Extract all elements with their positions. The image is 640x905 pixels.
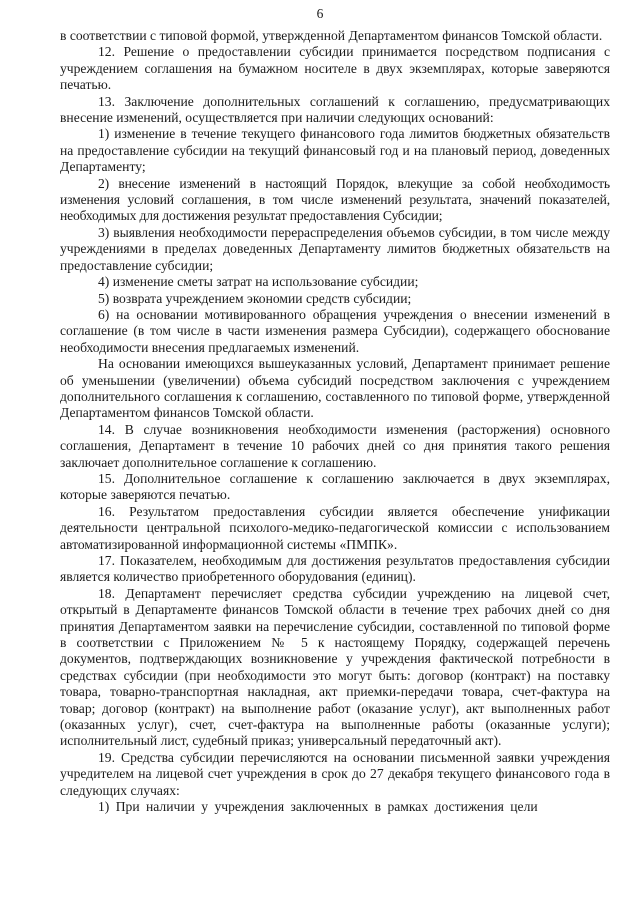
list-item-13-6: 6) на основании мотивированного обращения учреждения о внесении изменений в соглашение (в том числе в части изменения размера Субсидии), содержащего обоснование необходимости внесения предлагаемых изменений. (60, 306, 610, 355)
list-item-19-1: 1) При наличии у учреждения заключенных в рамках достижения цели (98, 799, 538, 815)
paragraph-decision: На основании имеющихся вышеуказанных условий, Департамент принимает решение об уменьшении (увеличении) объема субсидий посредством заключения с учреждением дополнительного соглашения к соглашению, составленного по типовой форме, утвержденной Департаментом финансов Томской области. (60, 356, 610, 421)
paragraph-continuation: в соответствии с типовой формой, утвержденной Департаментом финансов Томской области. (60, 28, 603, 43)
list-item-13-2: 2) внесение изменений в настоящий Порядок, влекущие за собой необходимость изменения условий соглашения, в том числе изменений результата, значений показателей, необходимых для достижения результат предоставления Субсидии; (60, 175, 610, 224)
paragraph-13: 13. Заключение дополнительных соглашений к соглашению, предусматривающих внесение изменений, осуществляется при наличии следующих оснований: (60, 93, 610, 126)
paragraph-14: 14. В случае возникновения необходимости изменения (расторжения) основного соглашения, Департамент в течение 10 рабочих дней со дня принятия такого решения заключает дополнительное соглашение к соглашению. (60, 421, 610, 470)
paragraph-18: 18. Департамент перечисляет средства субсидии учреждению на лицевой счет, открытый в Департаменте финансов Томской области в течение трех рабочих дней со дня принятия Департаментом заявки на перечисление субсидии, составленной по типовой форме в соответствии с Приложением № 5 к настоящему Порядку, содержащей перечень документов, подтверждающих возникновение у учреждения фактической потребности в средствах субсидии (при необходимости это могут быть: договор (контракт) на поставку товара, товарно-транспортная накладная, акт приемки-передачи товара, счет-фактура на товар; договор (контракт) на выполнение работ (оказание услуг), акт выполненных работ (оказанных услуг), счет, счет-фактура на выполненные работы (оказанные услуги); исполнительный лист, судебный приказ; универсальный передаточный акт). (60, 585, 610, 749)
list-item-13-3: 3) выявления необходимости перераспределения объемов субсидии, в том числе между учреждениями в пределах доведенных Департаменту лимитов бюджетных обязательств на предоставление субсидии; (60, 224, 610, 273)
paragraph-17: 17. Показателем, необходимым для достижения результатов предоставления субсидии является количество приобретенного оборудования (единиц). (60, 553, 610, 585)
paragraph-19: 19. Средства субсидии перечисляются на основании письменной заявки учреждения учредителем на лицевой счет учреждения в срок до 27 декабря текущего финансового года в следующих случаях: (60, 749, 610, 798)
paragraph-16: 16. Результатом предоставления субсидии является обеспечение унификации деятельности центральной психолого-медико-педагогической комиссии с использованием автоматизированной информационной системы «ПМПК». (60, 503, 610, 552)
paragraph-12: 12. Решение о предоставлении субсидии принимается посредством подписания с учреждением соглашения на бумажном носителе в двух экземплярах, которые заверяются печатью. (60, 44, 610, 93)
list-item-13-1: 1) изменение в течение текущего финансового года лимитов бюджетных обязательств на предоставление субсидии на текущий финансовый год и на плановый период, доведенных Департаменту; (60, 126, 610, 175)
paragraph-15: 15. Дополнительное соглашение к соглашению заключается в двух экземплярах, которые заверяются печатью. (60, 470, 610, 503)
page-number: 6 (316, 6, 324, 21)
document-body (60, 28, 610, 816)
list-item-13-4: 4) изменение сметы затрат на использование субсидии; (98, 274, 419, 290)
list-item-13-5: 5) возврата учреждением экономии средств субсидии; (98, 290, 412, 306)
